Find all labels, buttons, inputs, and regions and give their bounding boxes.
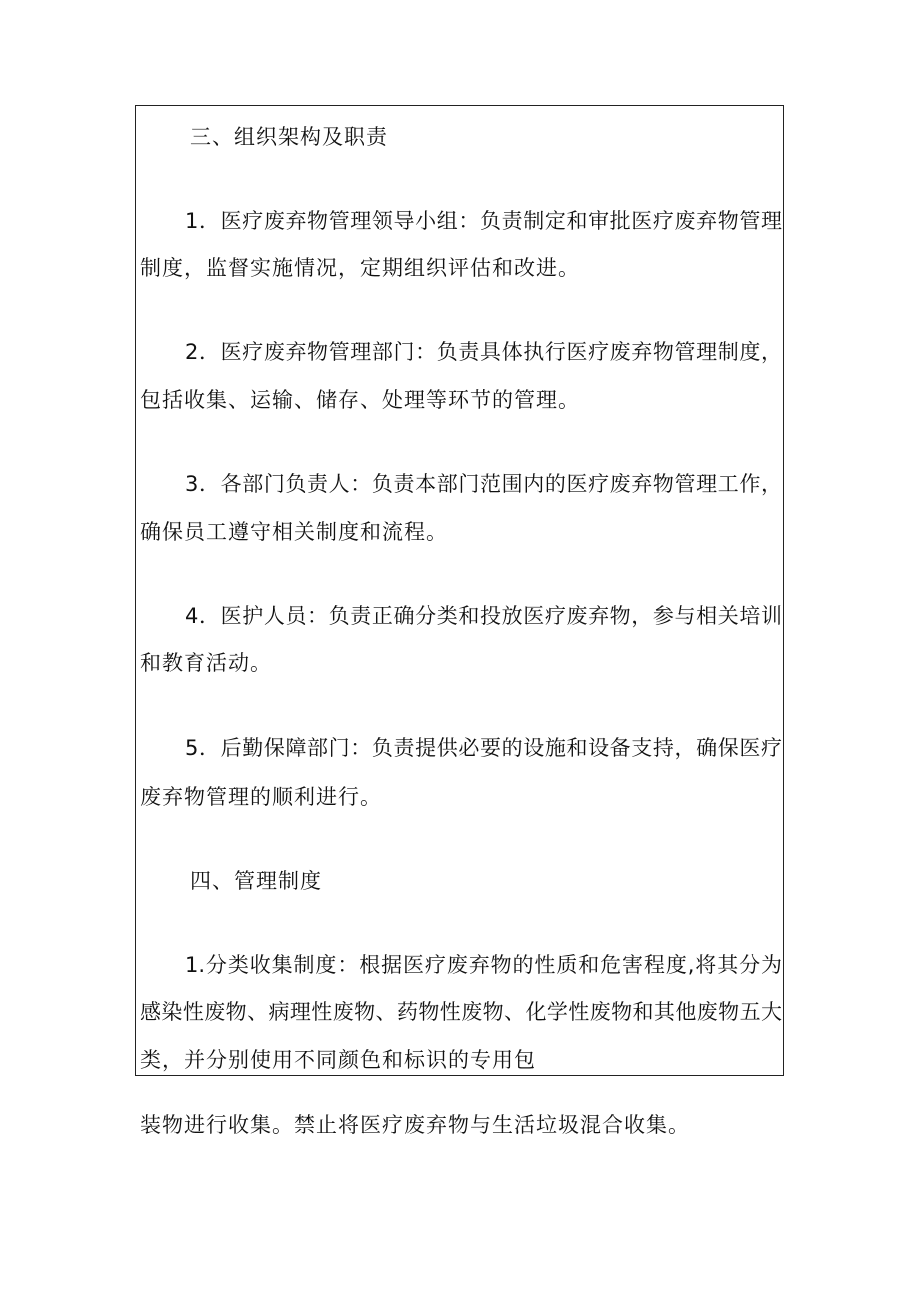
paragraph-line: 感染性废物、病理性废物、药物性废物、化学性废物和其他废物五大 — [140, 1000, 782, 1024]
continuation-line: 装物进行收集。禁止将医疗废弃物与生活垃圾混合收集。 — [140, 1113, 690, 1137]
paragraph-line: 和教育活动。 — [140, 651, 272, 675]
paragraph-line: 3．各部门负责人：负责本部门范围内的医疗废弃物管理工作， — [185, 472, 782, 496]
paragraph-line: 2．医疗废弃物管理部门：负责具体执行医疗废弃物管理制度， — [185, 340, 782, 364]
paragraph-line: 包括收集、运输、储存、处理等环节的管理。 — [140, 388, 580, 412]
paragraph-line: 5．后勤保障部门：负责提供必要的设施和设备支持，确保医疗 — [185, 736, 782, 760]
section-heading-management: 四、管理制度 — [190, 869, 322, 893]
paragraph-line: 废弃物管理的顺利进行。 — [140, 785, 382, 809]
section-heading-organization: 三、组织架构及职责 — [190, 125, 388, 149]
paragraph-line: 确保员工遵守相关制度和流程。 — [140, 520, 448, 544]
paragraph-line: 类，并分别使用不同颜色和标识的专用包 — [140, 1048, 536, 1072]
paragraph-line: 4．医护人员：负责正确分类和投放医疗废弃物，参与相关培训 — [185, 604, 782, 628]
paragraph-line: 1．医疗废弃物管理领导小组：负责制定和审批医疗废弃物管理 — [185, 209, 782, 233]
document-box — [135, 105, 784, 1076]
paragraph-line: 1.分类收集制度：根据医疗废弃物的性质和危害程度,将其分为 — [185, 953, 782, 977]
paragraph-line: 制度，监督实施情况，定期组织评估和改进。 — [140, 256, 580, 280]
